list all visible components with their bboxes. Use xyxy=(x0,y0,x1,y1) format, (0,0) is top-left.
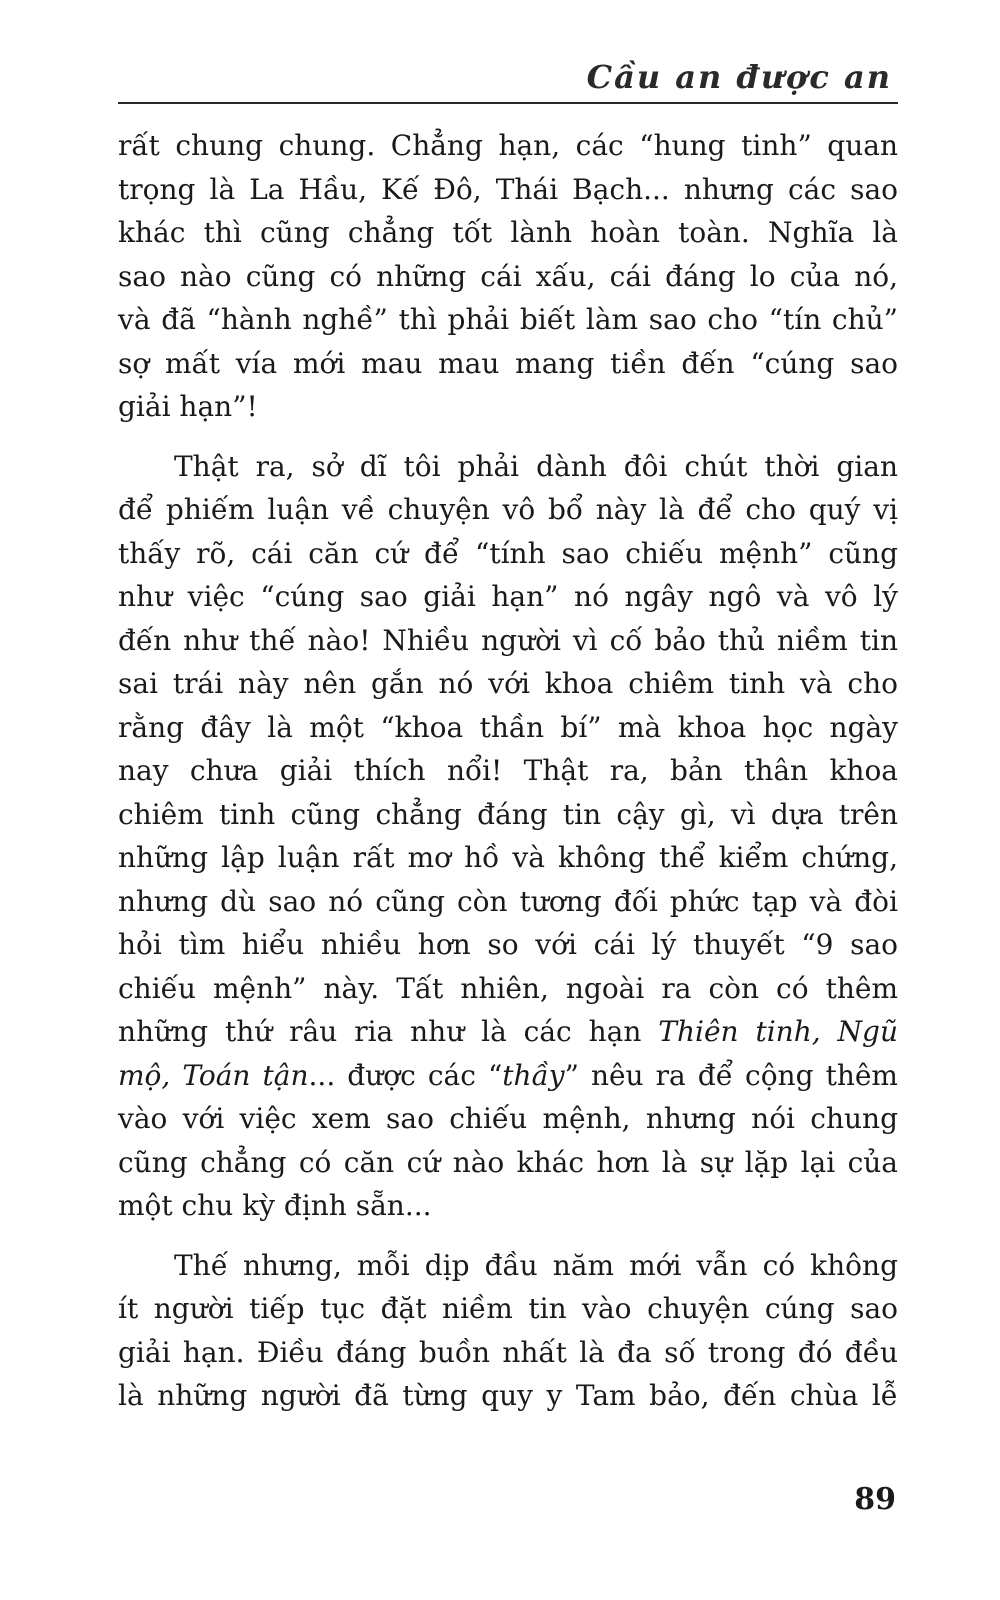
paragraph-3 xyxy=(118,1244,898,1418)
text-line: sai trái này nên gắn nó với khoa chiêm tinh và cho xyxy=(118,667,898,700)
text-line: nay chưa giải thích nổi! Thật ra, bản thân khoa xyxy=(118,754,898,787)
text-line-mixed xyxy=(118,1054,898,1098)
text-line: sao nào cũng có những cái xấu, cái đáng lo của nó, xyxy=(118,259,898,293)
page-number: 89 xyxy=(854,1482,896,1517)
text-line: hỏi tìm hiểu nhiều hơn so với cái lý thuyết “9 sao xyxy=(118,928,898,961)
text-line: giải hạn. Điều đáng buồn nhất là đa số trong đó đều xyxy=(118,1335,898,1369)
text-run: ” nêu ra để cộng thêm xyxy=(564,1058,898,1092)
text-line: là những người đã từng quy y Tam bảo, đến chùa lễ xyxy=(118,1379,898,1412)
italic-term: thầy xyxy=(502,1058,565,1092)
text-line: để phiếm luận về chuyện vô bổ này là để cho quý vị xyxy=(118,493,898,526)
text-line: cũng chẳng có căn cứ nào khác hơn là sự lặp lại của xyxy=(118,1145,898,1179)
text-line: thấy rõ, cái căn cứ để “tính sao chiếu mệnh” cũng xyxy=(118,536,898,570)
text-line: và đã “hành nghề” thì phải biết làm sao cho “tín chủ” xyxy=(118,303,898,336)
text-line: giải hạn”! xyxy=(118,390,258,423)
text-run: ... được các “ xyxy=(308,1058,503,1092)
text-line: những lập luận rất mơ hồ và không thể kiểm chứng, xyxy=(118,841,898,874)
text-line: Thế nhưng, mỗi dịp đầu năm mới vẫn có không xyxy=(174,1248,898,1282)
text-line: nhưng dù sao nó cũng còn tương đối phức tạp và đòi xyxy=(118,884,898,918)
text-line: đến như thế nào! Nhiều người vì cố bảo thủ niềm tin xyxy=(118,623,898,657)
book-title: Cầu an được an xyxy=(586,58,892,96)
text-line: Thật ra, sở dĩ tôi phải dành đôi chút thời gian xyxy=(174,449,898,483)
page-body xyxy=(118,124,898,1434)
text-line: rằng đây là một “khoa thần bí” mà khoa học ngày xyxy=(118,710,898,744)
text-line: chiếu mệnh” này. Tất nhiên, ngoài ra còn có thêm xyxy=(118,971,898,1005)
italic-term: mộ, Toán tận xyxy=(118,1058,309,1092)
text-line: chiêm tinh cũng chẳng đáng tin cậy gì, vì dựa trên xyxy=(118,797,898,831)
paragraph-1 xyxy=(118,124,898,429)
text-line: ít người tiếp tục đặt niềm tin vào chuyện cúng sao xyxy=(118,1292,898,1325)
text-line: vào với việc xem sao chiếu mệnh, nhưng nói chung xyxy=(118,1102,898,1135)
running-header xyxy=(118,52,898,104)
text-line: trọng là La Hầu, Kế Đô, Thái Bạch... nhưng các sao xyxy=(118,172,898,206)
text-line: rất chung chung. Chẳng hạn, các “hung tinh” quan xyxy=(118,129,898,162)
text-line: như việc “cúng sao giải hạn” nó ngây ngô và vô lý xyxy=(118,580,898,613)
text-run: những thứ râu ria như là các hạn xyxy=(118,1015,659,1048)
text-line: khác thì cũng chẳng tốt lành hoàn toàn. Nghĩa là xyxy=(118,216,898,249)
text-line: một chu kỳ định sẵn... xyxy=(118,1189,432,1222)
text-line: sợ mất vía mới mau mau mang tiền đến “cúng sao xyxy=(118,346,898,380)
paragraph-2 xyxy=(118,445,898,1228)
italic-term: Thiên tinh, Ngũ xyxy=(658,1015,898,1048)
text-line-mixed xyxy=(118,1010,898,1054)
